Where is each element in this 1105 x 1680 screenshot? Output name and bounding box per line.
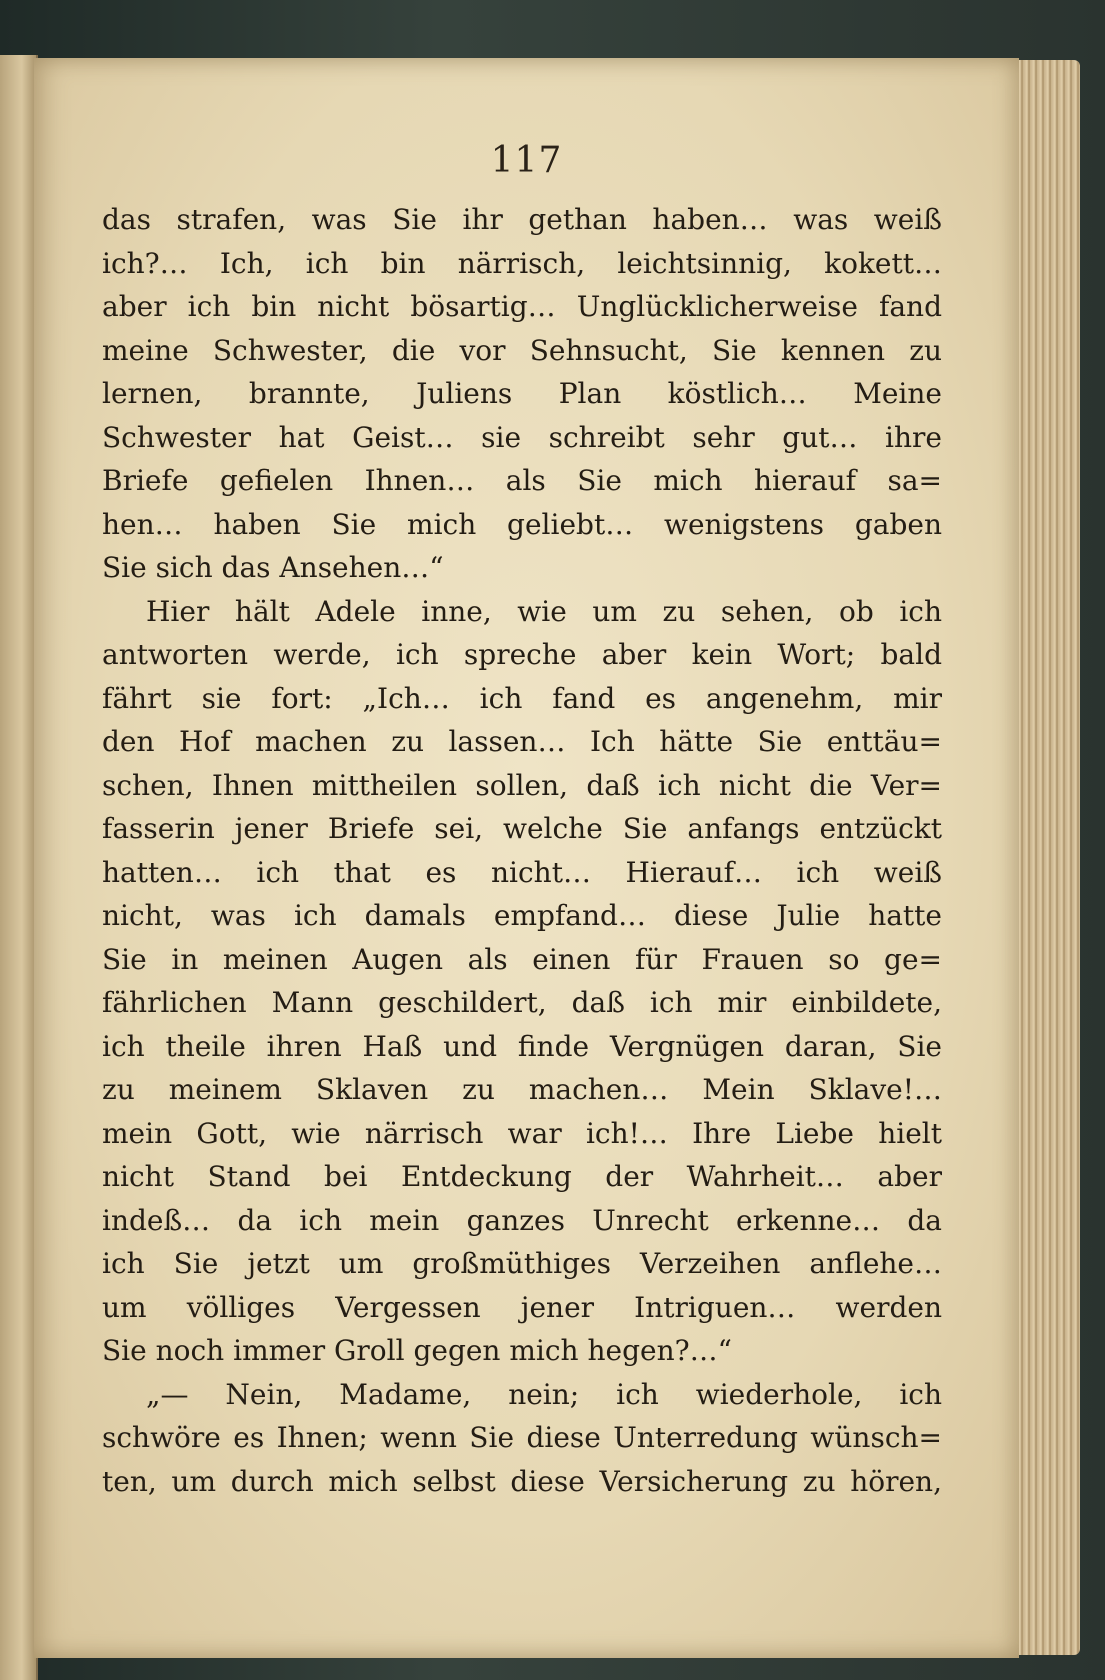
text-line: ten, um durch mich selbst diese Versicherung zu hören,: [102, 1464, 942, 1498]
page-stack-edge: [1010, 60, 1080, 1655]
text-line: Sie noch immer Groll gegen mich hegen?…“: [102, 1334, 732, 1367]
text-line: zu meinem Sklaven zu machen… Mein Sklave!…: [102, 1073, 942, 1106]
text-line: hatten… ich that es nicht… Hierauf… ich weiß: [102, 855, 942, 889]
text-line: Sie sich das Ansehen…“: [102, 551, 444, 584]
text-line: ich?… Ich, ich bin närrisch, leichtsinnig, kokett…: [102, 246, 942, 280]
text-line: fährt sie fort: „Ich… ich fand es angenehm, mir: [102, 681, 942, 715]
text-line: schen, Ihnen mittheilen sollen, daß ich nicht die Ver=: [102, 768, 942, 802]
text-line: ich theile ihren Haß und finde Vergnügen daran, Sie: [102, 1029, 942, 1063]
text-line: mein Gott, wie närrisch war ich!… Ihre Liebe hielt: [102, 1116, 942, 1150]
text-line: Briefe gefielen Ihnen… als Sie mich hierauf sa=: [102, 464, 942, 497]
text-line: Schwester hat Geist… sie schreibt sehr gut… ihre: [102, 420, 942, 454]
text-line: nicht Stand bei Entdeckung der Wahrheit… aber: [102, 1160, 942, 1193]
book-page: [34, 58, 1019, 1658]
text-line: das strafen, was Sie ihr gethan haben… was weiß: [102, 203, 942, 236]
text-line: ich Sie jetzt um großmüthiges Verzeihen anflehe…: [102, 1247, 942, 1280]
text-line: lernen, brannte, Juliens Plan köstlich… Meine: [102, 377, 942, 410]
text-line: Hier hält Adele inne, wie um zu sehen, ob ich: [146, 594, 942, 628]
text-line: „— Nein, Madame, nein; ich wiederhole, ich: [146, 1377, 942, 1411]
text-line: um völliges Vergessen jener Intriguen… werden: [102, 1290, 942, 1324]
text-line: fasserin jener Briefe sei, welche Sie anfangs entzückt: [102, 812, 942, 845]
left-page-edge: [0, 55, 38, 1680]
text-line: hen… haben Sie mich geliebt… wenigstens gaben: [102, 507, 942, 541]
text-line: fährlichen Mann geschildert, daß ich mir einbildete,: [102, 986, 942, 1019]
text-line: aber ich bin nicht bösartig… Unglücklicherweise fand: [102, 290, 942, 323]
text-line: meine Schwester, die vor Sehnsucht, Sie kennen zu: [102, 333, 942, 367]
text-line: indeß… da ich mein ganzes Unrecht erkenne… da: [102, 1203, 942, 1237]
text-line: Sie in meinen Augen als einen für Frauen so ge=: [102, 942, 942, 976]
text-line: schwöre es Ihnen; wenn Sie diese Unterredung wünsch=: [102, 1421, 942, 1454]
text-line: nicht, was ich damals empfand… diese Julie hatte: [102, 899, 942, 932]
page-number: 117: [490, 140, 563, 181]
text-line: antworten werde, ich spreche aber kein Wort; bald: [102, 638, 942, 671]
text-block: [102, 198, 942, 1503]
text-line: den Hof machen zu lassen… Ich hätte Sie enttäu=: [102, 725, 942, 758]
